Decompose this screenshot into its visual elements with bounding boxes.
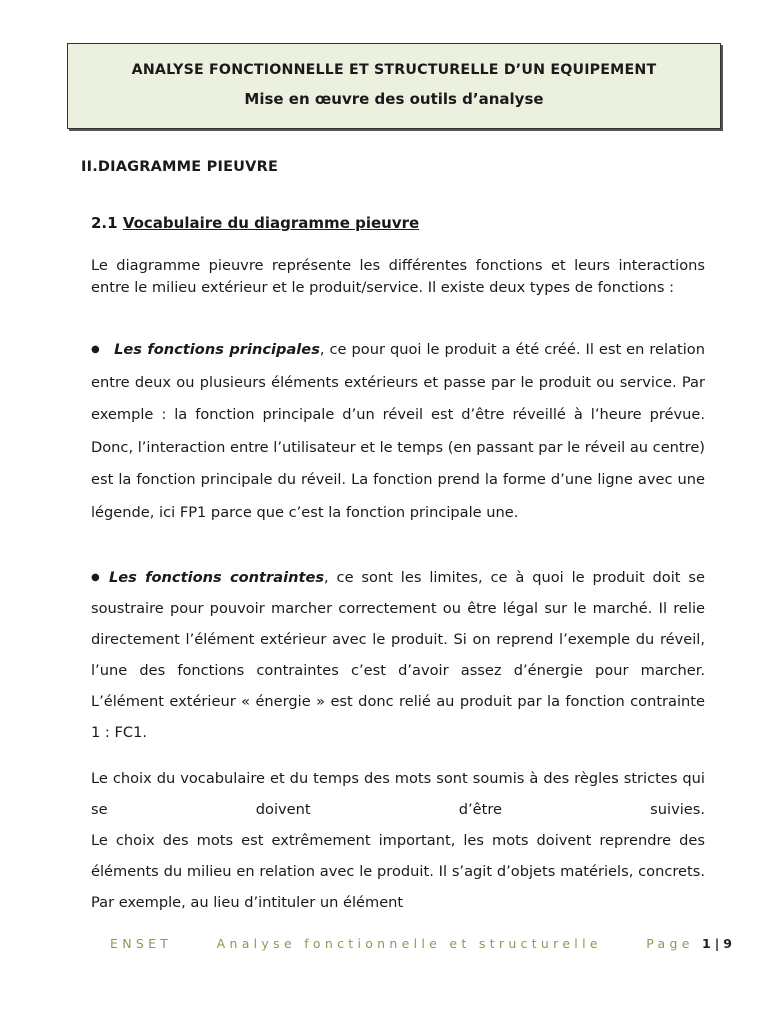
footer-course: Analyse fonctionnelle et structurelle	[216, 936, 602, 951]
subsection-title	[91, 214, 419, 232]
word-choice-paragraph: Le choix des mots est extrêmement important, les mots doivent reprendre des éléments du milieu en relation avec le produit. Il s’agit d’objets matériels, concrets. Par exemple, au lieu d’intituler un élément	[91, 832, 705, 911]
bullet-principal-functions	[91, 334, 705, 529]
footer-page-number: 1	[702, 936, 711, 951]
footer-page-separator: |	[714, 936, 720, 951]
subsection-title-text: Vocabulaire du diagramme pieuvre	[122, 214, 420, 232]
section-title: II.DIAGRAMME PIEUVRE	[81, 159, 279, 175]
subsection-number: 2.1	[91, 214, 118, 232]
bullet-dot-icon: ●	[91, 344, 101, 355]
bullet2-text: , ce sont les limites, ce à quoi le produit doit se soustraire pour pouvoir marcher correctement ou être légal sur le marché. Il relie directement l’élément extérieur avec le produit. Si on reprend l’exemple du réveil, l’une des fonctions contraintes c’est d’avoir assez d’énergie pour marcher. L’élément extérieur « énergie » est donc relié au produit par la fonction contrainte 1 : FC1.	[91, 569, 705, 741]
footer-page-label: Page	[646, 936, 694, 951]
bullet-dot-icon: ●	[91, 572, 103, 583]
header-subtitle: Mise en œuvre des outils d’analyse	[244, 90, 544, 108]
footer-school: ENSET	[110, 936, 173, 951]
document-header-box	[67, 43, 721, 129]
bullet2-term: Les fonctions contraintes	[108, 569, 325, 586]
header-title: ANALYSE FONCTIONNELLE ET STRUCTURELLE D’UN EQUIPEMENT	[131, 62, 657, 78]
page-footer	[110, 936, 732, 951]
bullet1-term: Les fonctions principales	[114, 341, 320, 358]
footer-page-total: 9	[723, 936, 732, 951]
bullet-constraint-functions	[91, 562, 705, 748]
vocabulary-choice-paragraph: Le choix du vocabulaire et du temps des mots sont soumis à des règles strictes qui se doivent d’être suivies.	[91, 770, 705, 818]
intro-paragraph: Le diagramme pieuvre représente les différentes fonctions et leurs interactions entre le milieu extérieur et le produit/service. Il existe deux types de fonctions :	[91, 257, 705, 296]
footer-page-indicator	[646, 936, 732, 951]
bullet1-text: , ce pour quoi le produit a été créé. Il est en relation entre deux ou plusieurs éléments extérieurs et passe par le produit ou service. Par exemple : la fonction principale d’un réveil est d’être réveillé à l’heure prévue. Donc, l’interaction entre l’utilisateur et le temps (en passant par le réveil au centre) est la fonction principale du réveil. La fonction prend la forme d’une ligne avec une légende, ici FP1 parce que c’est la fonction principale une.	[91, 341, 705, 521]
